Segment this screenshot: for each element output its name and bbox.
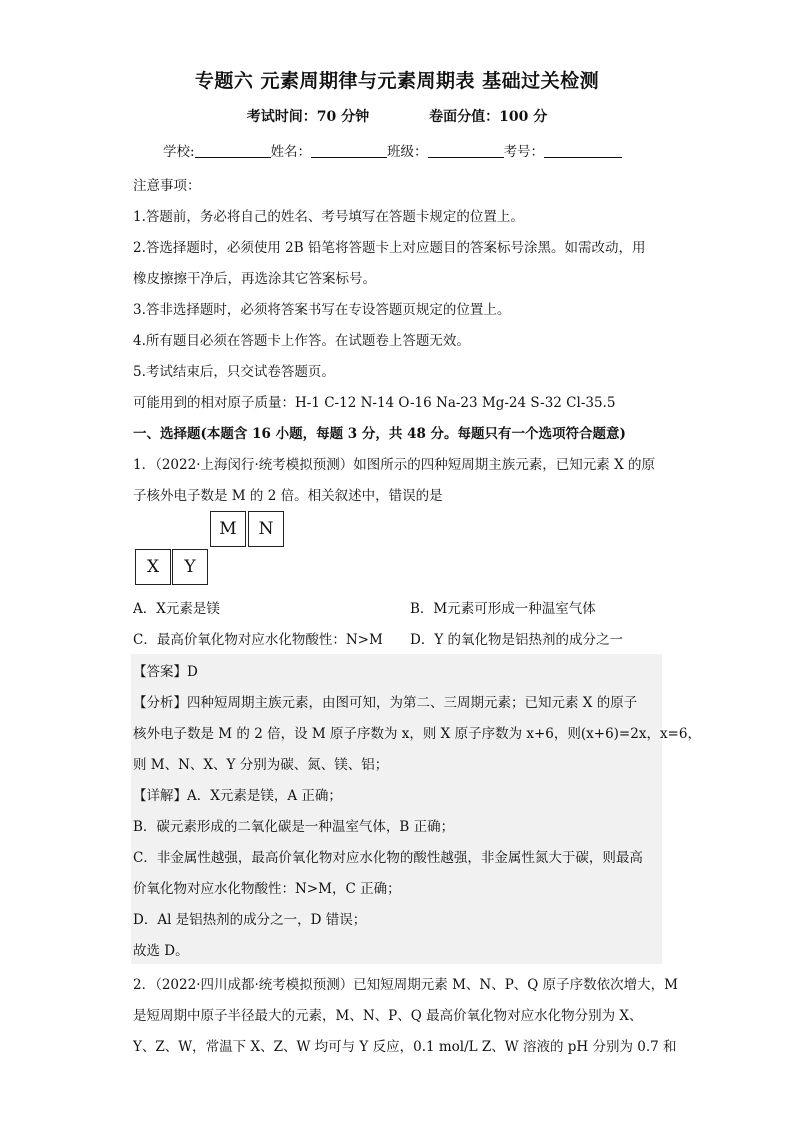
grid-cell-n: N [248,511,284,547]
section-one-heading: 一、选择题(本题含 16 小题，每题 3 分，共 48 分。每题只有一个选项符合题意) [133,426,626,442]
exam-score: 卷面分值：100 分 [429,109,548,125]
exam-meta [0,106,794,126]
name-field[interactable] [311,143,387,158]
note-4: 4.所有题目必须在答题卡上作答。在试题卷上答题无效。 [133,333,470,349]
q1-option-d[interactable]: D．Y 的氧化物是铝热剂的成分之一 [410,632,624,648]
q1-detail-line-1: 【详解】A．X元素是镁，A 正确； [133,788,342,804]
q1-detail-line-2: B．碳元素形成的二氧化碳是一种温室气体，B 正确； [133,819,455,835]
school-label: 学校: [163,144,195,160]
q1-analysis-line-3: 则 M、N、X、Y 分别为碳、氮、镁、铝； [133,757,389,773]
name-label: 姓名： [270,144,312,160]
note-2-continued: 橡皮擦擦干净后，再选涂其它答案标号。 [133,271,376,287]
student-info-fields [163,140,622,160]
number-field[interactable] [544,143,622,158]
grid-cell-y: Y [172,549,208,585]
q1-stem-line-1: 1．（2022·上海闵行·统考模拟预测）如图所示的四种短周期主族元素，已知元素 X 的原 [133,457,655,473]
q1-detail-line-4: 价氧化物对应水化物酸性：N>M，C 正确； [133,881,401,897]
q1-detail-line-6: 故选 D。 [133,943,189,959]
q2-stem-line-3: Y、Z、W，常温下 X、Z、W 均可与 Y 反应，0.1 mol/L Z、W 溶液的 pH 分别为 0.7 和 [133,1039,677,1055]
q1-option-b[interactable]: B．M元素可形成一种温室气体 [410,601,596,617]
note-3: 3.答非选择题时，必须将答案书写在专设答题页规定的位置上。 [133,302,511,318]
note-2: 2.答选择题时，必须使用 2B 铅笔将答题卡上对应题目的答案标号涂黑。如需改动，用 [133,240,646,256]
class-field[interactable] [428,143,504,158]
q1-analysis-line-2: 核外电子数是 M 的 2 倍，设 M 原子序数为 x，则 X 原子序数为 x+6，则(x+6)=2x，x=6， [133,726,701,742]
q2-stem-line-1: 2．（2022·四川成都·统考模拟预测）已知短周期元素 M、N、P、Q 原子序数依次增大，M [133,977,678,993]
grid-cell-x: X [135,549,171,585]
note-1: 1.答题前，务必将自己的姓名、考号填写在答题卡规定的位置上。 [133,209,524,225]
number-label: 考号： [503,144,545,160]
q2-stem-line-2: 是短周期中原子半径最大的元素，M、N、P、Q 最高价氧化物对应水化物分别为 X、 [133,1008,643,1024]
class-label: 班级： [387,144,428,160]
q1-stem-line-2: 子核外电子数是 M 的 2 倍。相关叙述中，错误的是 [133,488,443,504]
school-field[interactable] [195,143,271,158]
q1-option-c[interactable]: C．最高价氧化物对应水化物酸性：N>M [133,632,383,648]
q1-answer: 【答案】D [133,664,198,680]
q1-analysis-line-1: 【分析】四种短周期主族元素，由图可知，为第二、三周期元素；已知元素 X 的原子 [133,695,638,711]
q1-detail-line-3: C．非金属性越强，最高价氧化物对应水化物的酸性越强，非金属性氮大于碳，则最高 [133,850,643,866]
q1-option-a[interactable]: A．X元素是镁 [133,601,220,617]
exam-time: 考试时间：70 分钟 [246,109,370,125]
q1-detail-line-5: D．Al 是铝热剂的成分之一，D 错误； [133,912,367,928]
document-title: 专题六 元素周期律与元素周期表 基础过关检测 [194,70,600,92]
atomic-mass-line: 可能用到的相对原子质量：H-1 C-12 N-14 O-16 Na-23 Mg-24 S-32 Cl-35.5 [133,395,616,411]
grid-cell-m: M [210,511,246,547]
note-5: 5.考试结束后，只交试卷答题页。 [133,364,335,380]
notes-heading: 注意事项： [133,178,201,194]
